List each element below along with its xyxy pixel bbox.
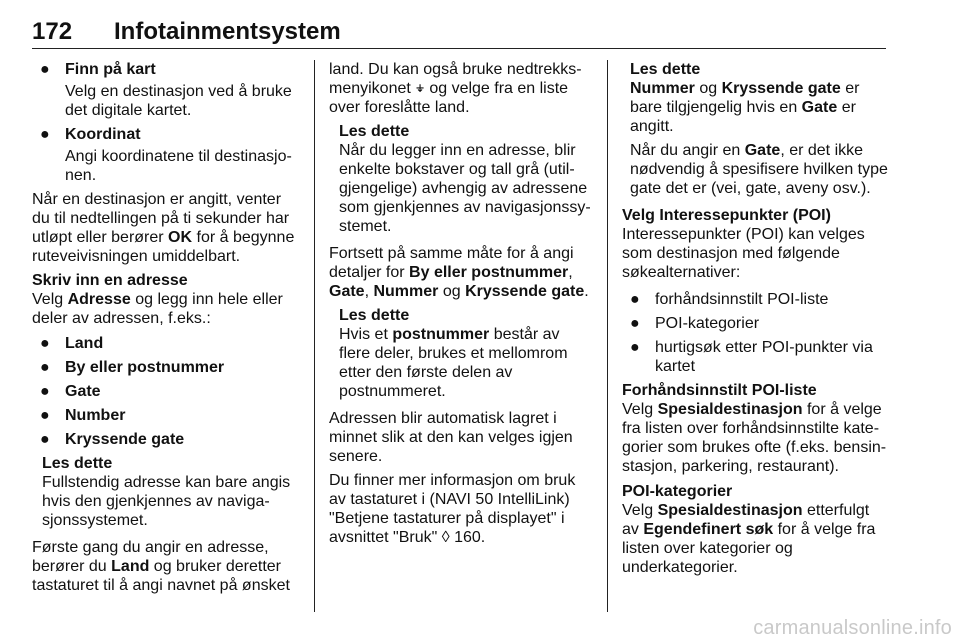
column-2 — [329, 60, 591, 552]
section-heading: Skriv inn en adresse — [32, 272, 188, 289]
list-item: ● Number — [40, 407, 126, 424]
section-heading: POI-kategorier — [622, 483, 733, 500]
destination-options-list — [32, 60, 302, 185]
note-box: Les dette Hvis et postnummer består av flere deler, brukes et mellomrom etter den første delen av postnummeret. — [329, 306, 591, 401]
poi-categories-section: POI-kategorier Velg Spesialdestinasjon etterfulgt av Egendefinert søk for å velge fra listen over kategorier og underkategorier. — [622, 482, 890, 577]
note-title: Les dette — [339, 123, 410, 140]
note-text: Når du legger inn en adresse, blir enkelte bokstaver og tall grå (utilgjengelige) avhengig av adressene som gjenkjennes av navigasjonssystemet. — [339, 142, 591, 235]
section-text: Interessepunkter (POI) kan velges som destinasjon med følgende søkealternativer: — [622, 226, 865, 281]
poi-section — [622, 206, 890, 282]
note-title: Les dette — [630, 61, 701, 78]
address-fields-list — [32, 334, 302, 449]
bullet-icon: ● — [40, 359, 50, 376]
list-item: ● Kryssende gate — [40, 431, 185, 448]
watermark: carmanualsonline.info — [753, 617, 952, 639]
paragraph: land. Du kan også bruke nedtrekksmenyikonet ⍖ og velge fra en liste over foreslåtte land. — [329, 61, 582, 116]
paragraph: Første gang du angir en adresse, berører du Land og bruker deretter tastaturet til å angi navnet på ønsket — [32, 539, 290, 594]
note-box — [32, 454, 302, 530]
dropdown-menu-icon: ⍖ — [415, 80, 425, 97]
address-section: Skriv inn en adresse Velg Adresse og legg inn hele eller deler av adressen, f.eks.: — [32, 271, 302, 328]
header-rule — [32, 48, 886, 49]
bullet-icon: ● — [40, 61, 50, 78]
list-item: ● Land — [40, 335, 104, 352]
list-item — [32, 60, 302, 120]
page-header — [32, 8, 886, 48]
bullet-icon: ● — [40, 407, 50, 424]
note-text: Når du angir en Gate, er det ikke nødvendig å spesifisere hvilken type gate det er (vei, gate, aveny osv.). — [630, 142, 888, 197]
section-heading: Forhåndsinnstilt POI-liste — [622, 382, 817, 399]
column-divider — [314, 60, 315, 612]
list-item — [32, 125, 302, 185]
bullet-icon: ● — [630, 291, 640, 308]
list-item: ● Gate — [40, 383, 101, 400]
paragraph: Når en destinasjon er angitt, venter du til nedtellingen på ti sekunder har utløpt eller berører OK for å begynne ruteveivisningen umiddelbart. — [32, 191, 295, 265]
paragraph: Fortsett på samme måte for å angi detaljer for By eller postnummer, Gate, Nummer og Kryssende gate. — [329, 245, 589, 300]
preset-poi-section: Forhåndsinnstilt POI-liste Velg Spesialdestinasjon for å velge fra listen over forhåndsinnstilte kategorier som brukes ofte (f.eks. bensinstasjon, parkering, restaurant). — [622, 381, 890, 476]
list-item: ● hurtigsøk etter POI-punkter via kartet — [630, 339, 873, 375]
poi-options-list — [622, 290, 890, 376]
bullet-icon: ● — [40, 383, 50, 400]
option-label: Koordinat — [65, 126, 141, 143]
note-text: Fullstendig adresse kan bare angis hvis den gjenkjennes av navigasjonssystemet. — [42, 474, 291, 529]
list-item: ● forhåndsinnstilt POI-liste — [630, 291, 829, 308]
option-description: Angi koordinatene til destinasjonen. — [65, 148, 292, 184]
paragraph: Adressen blir automatisk lagret i minnet slik at den kan velges igjen senere. — [329, 410, 573, 465]
bullet-icon: ● — [40, 126, 50, 143]
column-divider — [607, 60, 608, 612]
bullet-icon: ● — [630, 339, 640, 356]
note-title: Les dette — [339, 307, 410, 324]
page-reference-icon: ◊ — [441, 529, 450, 546]
bullet-icon: ● — [630, 315, 640, 332]
option-label: Finn på kart — [65, 61, 156, 78]
column-3 — [622, 60, 890, 583]
note-box: Les dette Nummer og Kryssende gate er bare tilgjengelig hvis en Gate er angitt. Når du angir en Gate, er det ikke nødvendig å spesifisere hvilken type gate det er (vei, gate, aveny osv.). — [622, 60, 890, 198]
list-item: ● POI-kategorier — [630, 315, 760, 332]
page-number: 172 — [32, 18, 73, 45]
page-title: Infotainmentsystem — [114, 18, 341, 45]
list-item: ● By eller postnummer — [40, 359, 225, 376]
bullet-icon: ● — [40, 335, 50, 352]
column-1 — [32, 60, 302, 600]
paragraph: Du finner mer informasjon om bruk av tastaturet i (NAVI 50 IntelliLink) "Betjene tastaturer på displayet" i avsnittet "Bruk" ◊ 160. — [329, 472, 576, 546]
option-description: Velg en destinasjon ved å bruke det digitale kartet. — [65, 83, 292, 119]
section-heading: Velg Interessepunkter (POI) — [622, 207, 831, 224]
note-title: Les dette — [42, 455, 113, 472]
note-box — [329, 122, 591, 236]
bullet-icon: ● — [40, 431, 50, 448]
